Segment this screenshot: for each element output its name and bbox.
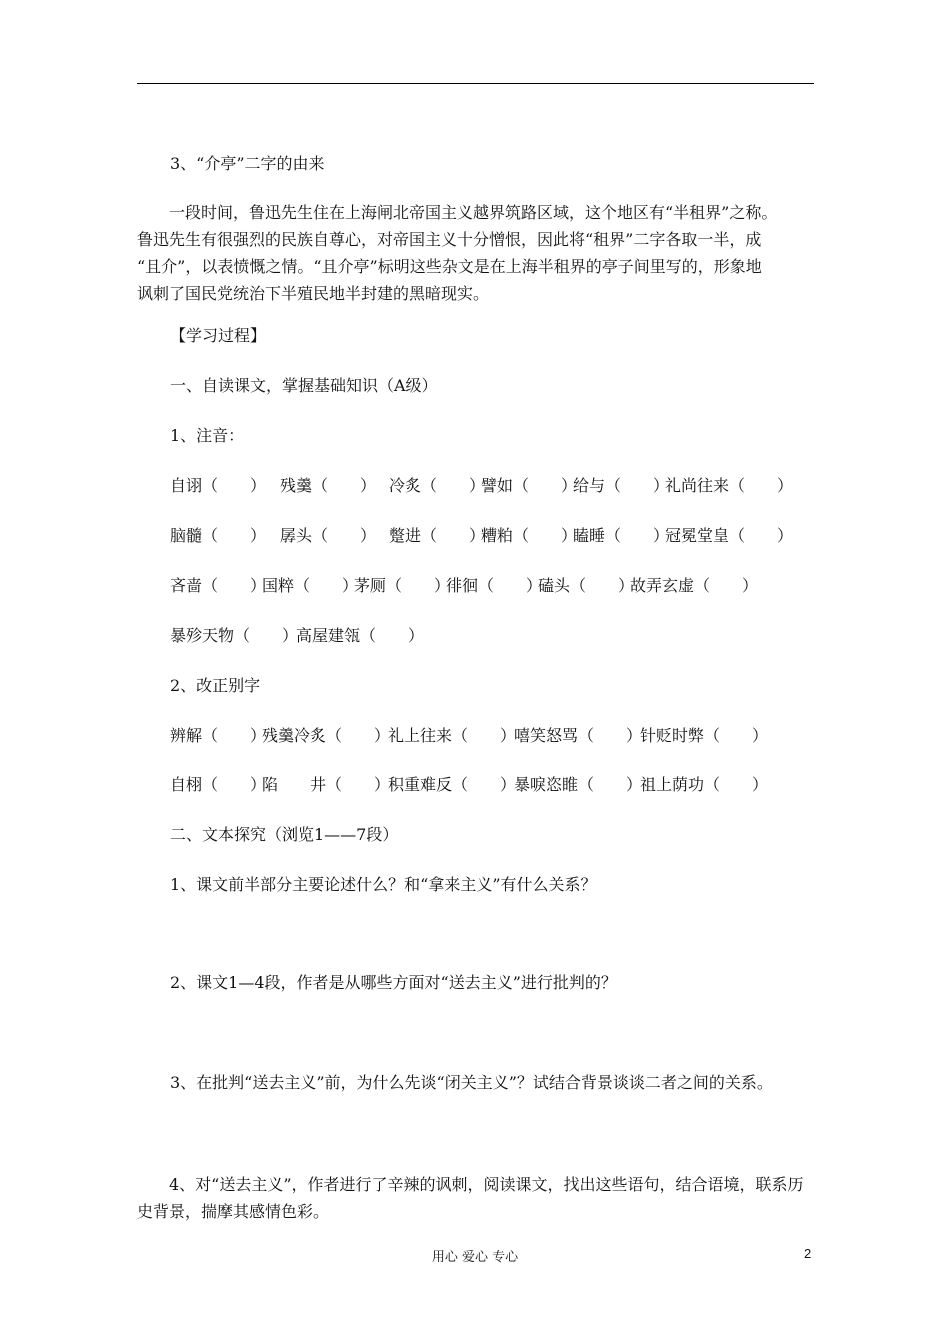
typo-item: 辨解（ ） xyxy=(170,726,267,745)
typo-item: 陷 井（ ） xyxy=(262,775,391,794)
pinyin-item: 残羹（ ） xyxy=(280,476,377,495)
question-4-line: 史背景，揣摩其感情色彩。 xyxy=(137,1202,330,1221)
paragraph-line: 鲁迅先生有很强烈的民族自尊心，对帝国主义十分憎恨，因此将“租界”二字各取一半，成 xyxy=(137,230,762,249)
typo-item: 残羹冷炙（ ） xyxy=(262,726,391,745)
typo-item: 暴唳恣睢（ ） xyxy=(514,775,643,794)
pinyin-item: 糟粕（ ） xyxy=(481,526,578,545)
typo-item: 积重难反（ ） xyxy=(388,775,517,794)
pinyin-item: 蹩进（ ） xyxy=(389,526,486,545)
section3-title: 3、“介亭”二字的由来 xyxy=(170,154,325,173)
footer-text: 用心 爱心 专心 xyxy=(431,1250,519,1265)
typo-row xyxy=(170,773,768,797)
q1-label: 1、注音： xyxy=(170,426,245,445)
part2-heading: 二、文本探究（浏览1——7段） xyxy=(170,825,399,844)
process-heading: 【学习过程】 xyxy=(170,326,267,345)
typo-item: 嘻笑怒骂（ ） xyxy=(514,726,643,745)
question-2: 2、课文1—4段，作者是从哪些方面对“送去主义”进行批判的？ xyxy=(170,973,617,992)
pinyin-row xyxy=(170,524,793,548)
q2-label: 2、改正别字 xyxy=(170,676,261,695)
pinyin-item: 国粹（ ） xyxy=(262,576,359,595)
pinyin-item: 譬如（ ） xyxy=(481,476,578,495)
pinyin-item: 徘徊（ ） xyxy=(446,576,543,595)
pinyin-row xyxy=(170,574,758,598)
section3-paragraph xyxy=(137,199,817,307)
part1-heading: 一、自读课文，掌握基础知识（A级） xyxy=(170,376,438,395)
question-1: 1、课文前半部分主要论述什么？和“拿来主义”有什么关系？ xyxy=(170,875,597,894)
question-4 xyxy=(137,1171,817,1225)
pinyin-row xyxy=(170,474,793,498)
typo-item: 自栩（ ） xyxy=(170,775,267,794)
question-4-line: 4、对“送去主义”，作者进行了辛辣的讽刺，阅读课文，找出这些语句，结合语境，联系历 xyxy=(137,1175,804,1194)
typo-item: 针贬时弊（ ） xyxy=(640,726,769,745)
paragraph-line: “且介”，以表愤慨之情。“且介亭”标明这些杂文是在上海半租界的亭子间里写的，形象地 xyxy=(137,257,762,276)
pinyin-item: 吝啬（ ） xyxy=(170,576,267,595)
pinyin-item: 孱头（ ） xyxy=(280,526,377,545)
page-number: 2 xyxy=(804,1246,812,1261)
pinyin-item: 瞌睡（ ） xyxy=(573,526,670,545)
paragraph-line: 一段时间，鲁迅先生住在上海闸北帝国主义越界筑路区域，这个地区有“半租界”之称。 xyxy=(169,203,778,222)
header-rule xyxy=(137,83,814,84)
pinyin-item: 高屋建瓴（ ） xyxy=(296,626,425,645)
pinyin-item: 磕头（ ） xyxy=(538,576,635,595)
pinyin-item: 暴殄天物（ ） xyxy=(170,626,299,645)
pinyin-row xyxy=(170,624,424,648)
pinyin-item: 自诩（ ） xyxy=(170,476,267,495)
question-3: 3、在批判“送去主义”前，为什么先谈“闭关主义”？试结合背景谈谈二者之间的关系。 xyxy=(170,1073,773,1092)
pinyin-item: 故弄玄虚（ ） xyxy=(630,576,759,595)
pinyin-item: 脑髓（ ） xyxy=(170,526,267,545)
typo-item: 祖上荫功（ ） xyxy=(640,775,769,794)
pinyin-item: 礼尚往来（ ） xyxy=(665,476,794,495)
typo-item: 礼上往来（ ） xyxy=(388,726,517,745)
pinyin-item: 茅厕（ ） xyxy=(354,576,451,595)
typo-row xyxy=(170,724,768,748)
pinyin-item: 冷炙（ ） xyxy=(389,476,486,495)
paragraph-line: 讽刺了国民党统治下半殖民地半封建的黑暗现实。 xyxy=(137,284,490,303)
pinyin-item: 冠冕堂皇（ ） xyxy=(665,526,794,545)
pinyin-item: 给与（ ） xyxy=(573,476,670,495)
